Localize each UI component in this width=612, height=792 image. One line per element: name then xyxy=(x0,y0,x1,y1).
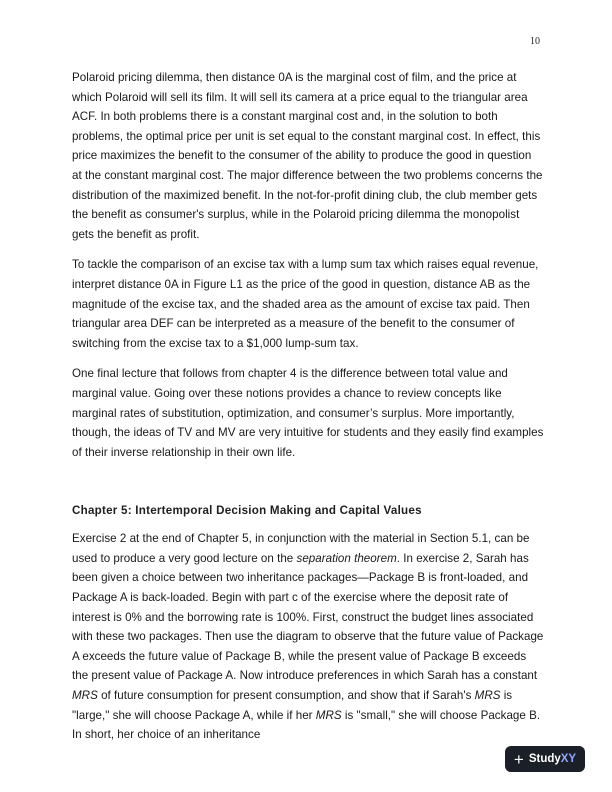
studyxy-logo[interactable] xyxy=(505,746,585,772)
text-run: of future consumption for present consumption, and show that if Sarah's xyxy=(97,689,475,703)
page-number: 10 xyxy=(530,36,540,47)
paragraph-excise-tax: To tackle the comparison of an excise tax with a lump sum tax which raises equal revenue, interpret distance 0A in Figure L1 as the price of the good in question, distance AB as the magnitude of the excise tax, and the shaded area as the amount of excise tax paid. Then triangular area DEF can be interpreted as a measure of the benefit to the consumer of switching from the excise tax to a $1,000 lump-sum tax. xyxy=(72,258,539,350)
emphasis-mrs: MRS xyxy=(474,689,501,703)
paragraph-separation-theorem xyxy=(72,529,544,745)
paragraph-total-marginal-value: One final lecture that follows from chapter 4 is the difference between total value and marginal value. Going over these notions provides a chance to review concepts like marginal rates of substitution, optimization, and consumer’s surplus. More importantly, though, the ideas of TV and MV are very intuitive for students and they easily find examples of their inverse relationship in their own life. xyxy=(72,367,544,459)
document-body xyxy=(72,68,544,756)
text-run: . In exercise 2, Sarah has been given a choice between two inheritance packages—Package B is front-loaded, and Package A is back-loaded. Begin with part c of the exercise where the deposit rate of interest is 0% and the borrowing rate is 100%. First, construct the budget lines associated with these two packages. Then use the diagram to observe that the future value of Package A exceeds the future value of Package B, while the present value of Package B exceeds the present value of Package A. Now introduce preferences in which Sarah has a constant xyxy=(72,551,544,683)
logo-text-main: Study xyxy=(528,753,561,765)
plus-icon: + xyxy=(513,749,524,769)
emphasis-separation-theorem: separation theorem xyxy=(296,551,397,565)
emphasis-mrs: MRS xyxy=(315,708,342,722)
logo-text-accent: XY xyxy=(560,753,577,765)
chapter-heading: Chapter 5: Intertemporal Decision Making and Capital Values xyxy=(72,504,422,518)
text-run: is "small," she will choose Package B. In short, her choice of an inheritance xyxy=(72,708,541,742)
text-run: is "large," she will choose Package A, while if her xyxy=(72,689,513,722)
paragraph-polaroid: Polaroid pricing dilemma, then distance 0A is the marginal cost of film, and the price at which Polaroid will sell its film. It will sell its camera at a price equal to the triangular area ACF. In both problems there is a constant marginal cost and, in the solution to both problems, the optimal price per unit is set equal to the constant marginal cost. In effect, this price maximizes the benefit to the consumer of the ability to produce the good in question at the constant marginal cost. The major difference between the two problems concerns the distribution of the maximized benefit. In the not-for-profit dining club, the club member gets the benefit as consumer's surplus, while in the Polaroid pricing dilemma the monopolist gets the benefit as profit. xyxy=(72,71,543,241)
emphasis-mrs: MRS xyxy=(72,689,98,703)
text-run: Exercise 2 at the end of Chapter 5, in conjunction with the material in Section 5.1, can be used to produce a very good lecture on the xyxy=(72,532,530,565)
